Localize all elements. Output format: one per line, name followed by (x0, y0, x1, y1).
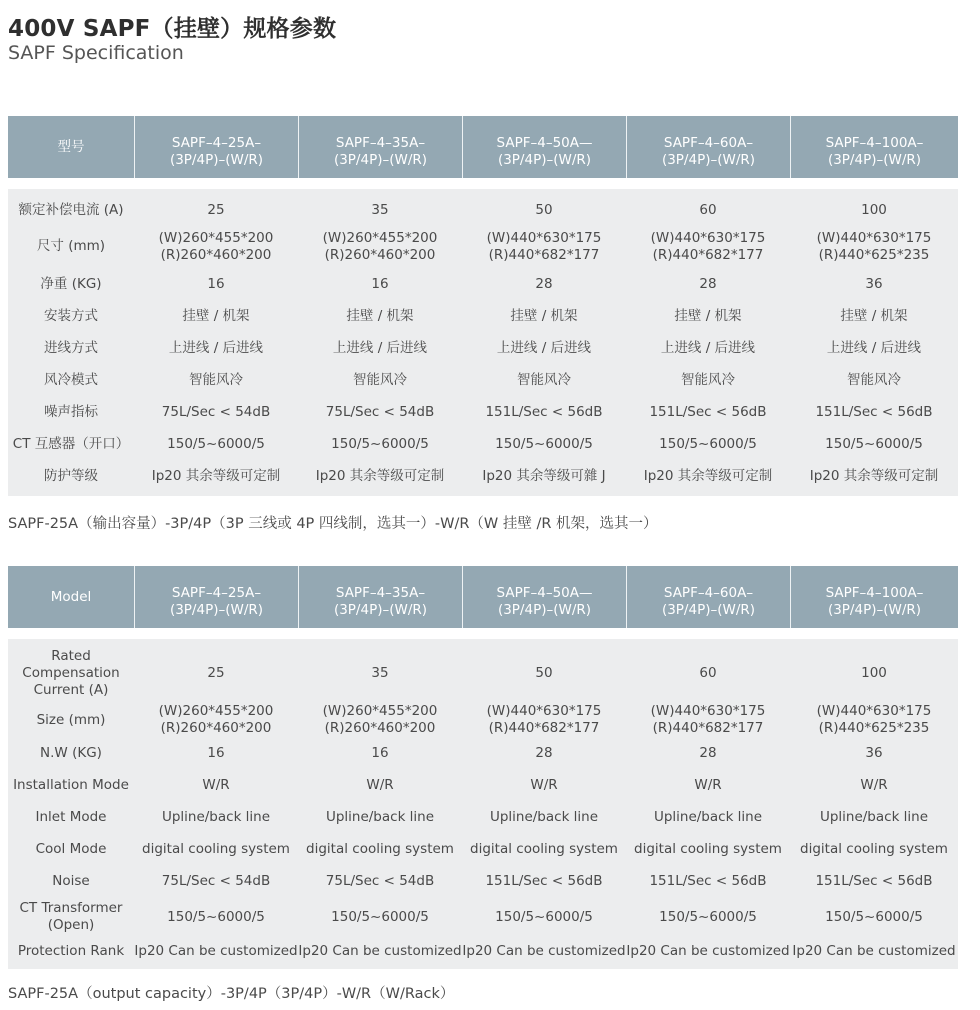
table-cell: 36 (865, 744, 883, 761)
table-cell: 150/5~6000/5 (495, 908, 593, 925)
cell-line: (W)260*455*200 (322, 229, 438, 246)
table-cell: 150/5~6000/5 (825, 435, 923, 452)
table-cell: 50 (535, 664, 553, 681)
table-cell: 上进线 / 后进线 (826, 339, 922, 356)
header-model-name (626, 116, 790, 178)
cell-line: (W)260*455*200 (158, 703, 274, 719)
table-header (8, 116, 958, 178)
table-cell: 150/5~6000/5 (659, 435, 757, 452)
table-cell: 智能风冷 (353, 371, 407, 388)
table-cell: digital cooling system (142, 840, 290, 857)
row-label-line: CT Transformer (19, 900, 123, 916)
table-row (8, 801, 958, 833)
row-label: 额定补偿电流 (A) (18, 201, 124, 218)
model-name-line: (3P/4P)–(W/R) (497, 152, 592, 168)
table-cell (790, 703, 958, 737)
model-name-line: (3P/4P)–(W/R) (827, 602, 922, 618)
header-model-label: 型号 (57, 138, 85, 155)
table-cell: Ip20 Can be customized (134, 942, 298, 959)
model-name-line: SAPF–4–60A– (663, 135, 754, 151)
table-row (8, 643, 958, 703)
header-model-name (134, 566, 298, 628)
table-cell: 75L/Sec < 54dB (161, 403, 271, 420)
table-header (8, 566, 958, 628)
table-cell: 挂壁 / 机架 (182, 307, 250, 324)
table-cell: 151L/Sec < 56dB (815, 403, 933, 420)
table-cell: Ip20 其余等级可定制 (809, 467, 939, 484)
table-row (8, 225, 958, 268)
header-model-name (298, 116, 462, 178)
table-cell: 75L/Sec < 54dB (325, 872, 435, 889)
row-label-line: Compensation (22, 664, 120, 681)
table-row (8, 897, 958, 937)
table-cell: Ip20 Can be customized (462, 942, 626, 959)
table-cell: digital cooling system (800, 840, 948, 857)
header-model-name (134, 116, 298, 178)
table-cell: digital cooling system (634, 840, 782, 857)
table-cell: Ip20 其余等级可定制 (643, 467, 773, 484)
table-cell: digital cooling system (306, 840, 454, 857)
table-cell: W/R (860, 776, 888, 793)
table-cell (462, 703, 626, 737)
table-cell: W/R (530, 776, 558, 793)
page-title: 400V SAPF（挂壁）规格参数 (8, 16, 337, 42)
table-cell: 28 (535, 744, 553, 761)
row-label: 噪声指标 (44, 403, 98, 420)
spec-table-en (8, 566, 958, 969)
table-cell: 100 (861, 201, 887, 218)
row-label: CT 互感器（开口） (12, 435, 130, 452)
table-cell: 上进线 / 后进线 (496, 339, 592, 356)
table-cell: 35 (371, 664, 389, 681)
table-row (8, 865, 958, 897)
cell-line: (R)440*625*235 (818, 720, 930, 736)
table-cell: 上进线 / 后进线 (660, 339, 756, 356)
model-name-line: SAPF–4–50A— (496, 585, 593, 601)
table-cell: 挂壁 / 机架 (674, 307, 742, 324)
row-label (8, 648, 134, 699)
row-label (8, 900, 134, 934)
header-divider (8, 628, 958, 639)
model-name-line: (3P/4P)–(W/R) (661, 152, 756, 168)
table-row (8, 332, 958, 364)
table-cell: 151L/Sec < 56dB (649, 403, 767, 420)
model-name-line: SAPF–4–35A– (335, 585, 426, 601)
table-row (8, 737, 958, 769)
table-cell (298, 703, 462, 737)
table-cell: Upline/back line (325, 808, 435, 825)
table-cell: 150/5~6000/5 (825, 908, 923, 925)
table-cell: 智能风冷 (189, 371, 243, 388)
table-cell: 25 (207, 201, 225, 218)
table-cell: 16 (207, 744, 225, 761)
table-cell: Ip20 Can be customized (792, 942, 956, 959)
table-cell: Ip20 Can be customized (626, 942, 790, 959)
table-cell: Upline/back line (653, 808, 763, 825)
table-cell: 150/5~6000/5 (331, 908, 429, 925)
table-cell: 上进线 / 后进线 (168, 339, 264, 356)
table-cell: 挂壁 / 机架 (346, 307, 414, 324)
table-cell: 28 (699, 744, 717, 761)
table-cell: 151L/Sec < 56dB (649, 872, 767, 889)
cell-line: (R)440*682*177 (488, 246, 600, 263)
table-row (8, 364, 958, 396)
header-model-name (790, 116, 958, 178)
row-label: Inlet Mode (35, 808, 107, 825)
table-cell: 上进线 / 后进线 (332, 339, 428, 356)
table-cell: Ip20 其余等级可定制 (315, 467, 445, 484)
model-name-line: (3P/4P)–(W/R) (333, 602, 428, 618)
row-label: 进线方式 (44, 339, 98, 356)
table-cell (462, 230, 626, 264)
table-cell: 60 (699, 201, 717, 218)
table-cell: Upline/back line (489, 808, 599, 825)
table-row (8, 833, 958, 865)
cell-line: (W)440*630*175 (486, 229, 602, 246)
page-subtitle: SAPF Specification (8, 42, 184, 64)
table-row (8, 769, 958, 801)
row-label: Protection Rank (17, 942, 125, 959)
header-model-name (462, 116, 626, 178)
row-label: Cool Mode (35, 840, 107, 857)
table-cell: 50 (535, 201, 553, 218)
cell-line: (R)260*460*200 (160, 246, 272, 263)
cell-line: (R)440*682*177 (652, 246, 764, 263)
table-row (8, 428, 958, 460)
table-cell: Ip20 其余等级可雜 J (482, 467, 606, 484)
table-cell: 75L/Sec < 54dB (325, 403, 435, 420)
header-model-label: Model (50, 588, 92, 605)
table-cell: 28 (535, 275, 553, 292)
table-cell: 36 (865, 275, 883, 292)
table-cell: Upline/back line (161, 808, 271, 825)
cell-line: (W)260*455*200 (322, 703, 438, 719)
model-name-line: SAPF–4–25A– (171, 585, 262, 601)
model-name-line: SAPF–4–35A– (335, 135, 426, 151)
table-cell: 151L/Sec < 56dB (485, 403, 603, 420)
table-cell: 智能风冷 (517, 371, 571, 388)
cell-line: (W)440*630*175 (650, 229, 766, 246)
table-cell: 150/5~6000/5 (495, 435, 593, 452)
table-cell: 150/5~6000/5 (167, 435, 265, 452)
table-cell (626, 230, 790, 264)
model-name-line: (3P/4P)–(W/R) (169, 602, 264, 618)
table-cell: Upline/back line (819, 808, 929, 825)
table-body (8, 639, 958, 969)
model-code-note-cn: SAPF-25A（输出容量）-3P/4P（3P 三线或 4P 四线制，选其一）-W/R（W 挂壁 /R 机架，选其一） (8, 516, 658, 532)
header-model-name (462, 566, 626, 628)
table-cell: digital cooling system (470, 840, 618, 857)
table-cell: 智能风冷 (847, 371, 901, 388)
table-row (8, 300, 958, 332)
table-cell: W/R (694, 776, 722, 793)
spec-table-cn (8, 116, 958, 496)
model-name-line: (3P/4P)–(W/R) (827, 152, 922, 168)
table-cell: 150/5~6000/5 (167, 908, 265, 925)
cell-line: (W)440*630*175 (816, 703, 932, 719)
table-cell: 25 (207, 664, 225, 681)
row-label-line: Current (A) (33, 681, 109, 698)
table-cell (790, 230, 958, 264)
model-name-line: (3P/4P)–(W/R) (497, 602, 592, 618)
model-name-line: SAPF–4–50A— (496, 135, 593, 151)
cell-line: (R)440*682*177 (488, 720, 600, 736)
table-row (8, 396, 958, 428)
table-cell: 挂壁 / 机架 (510, 307, 578, 324)
row-label-line: (Open) (47, 917, 95, 933)
table-cell: 16 (371, 275, 389, 292)
row-label-line: Rated (51, 647, 91, 664)
table-row (8, 937, 958, 965)
table-cell: 挂壁 / 机架 (840, 307, 908, 324)
table-cell: 16 (207, 275, 225, 292)
model-name-line: SAPF–4–60A– (663, 585, 754, 601)
table-cell: 16 (371, 744, 389, 761)
row-label: 尺寸 (mm) (36, 238, 106, 254)
table-cell: 60 (699, 664, 717, 681)
table-cell: 150/5~6000/5 (331, 435, 429, 452)
header-divider (8, 178, 958, 189)
model-name-line: (3P/4P)–(W/R) (661, 602, 756, 618)
row-label: 净重 (KG) (40, 275, 102, 292)
table-cell (626, 703, 790, 737)
table-cell: 75L/Sec < 54dB (161, 872, 271, 889)
table-cell: W/R (202, 776, 230, 793)
table-cell: 28 (699, 275, 717, 292)
cell-line: (W)440*630*175 (650, 703, 766, 719)
header-model-name (790, 566, 958, 628)
table-cell: 150/5~6000/5 (659, 908, 757, 925)
cell-line: (R)260*460*200 (324, 720, 436, 736)
table-cell: Ip20 Can be customized (298, 942, 462, 959)
table-cell: 智能风冷 (681, 371, 735, 388)
table-row (8, 703, 958, 737)
table-cell: 151L/Sec < 56dB (815, 872, 933, 889)
cell-line: (R)440*682*177 (652, 720, 764, 736)
model-name-line: (3P/4P)–(W/R) (169, 152, 264, 168)
table-body (8, 189, 958, 496)
cell-line: (R)260*460*200 (160, 720, 272, 736)
table-row (8, 268, 958, 300)
row-label: 风冷模式 (44, 371, 98, 388)
table-cell: 35 (371, 201, 389, 218)
model-code-note-en: SAPF-25A（output capacity）-3P/4P（3P/4P）-W/R（W/Rack） (8, 986, 455, 1002)
row-label: Size (mm) (36, 711, 106, 728)
row-label: Noise (52, 872, 90, 889)
header-model-name (626, 566, 790, 628)
table-cell: Ip20 其余等级可定制 (151, 467, 281, 484)
row-label: Installation Mode (13, 776, 129, 793)
model-name-line: (3P/4P)–(W/R) (333, 152, 428, 168)
table-cell: 100 (861, 664, 887, 681)
table-cell (134, 230, 298, 264)
row-label: N.W (KG) (40, 744, 102, 761)
row-label: 安装方式 (44, 307, 98, 324)
table-cell (134, 703, 298, 737)
row-label: 防护等级 (44, 467, 98, 484)
cell-line: (W)440*630*175 (486, 703, 602, 719)
model-name-line: SAPF–4–100A– (825, 585, 924, 601)
cell-line: (W)260*455*200 (158, 229, 274, 246)
table-row (8, 195, 958, 225)
header-model-name (298, 566, 462, 628)
table-cell: 151L/Sec < 56dB (485, 872, 603, 889)
model-name-line: SAPF–4–25A– (171, 135, 262, 151)
cell-line: (R)440*625*235 (818, 246, 930, 263)
model-name-line: SAPF–4–100A– (825, 135, 924, 151)
cell-line: (R)260*460*200 (324, 246, 436, 263)
table-row (8, 460, 958, 492)
cell-line: (W)440*630*175 (816, 229, 932, 246)
table-cell: W/R (366, 776, 394, 793)
table-cell (298, 230, 462, 264)
